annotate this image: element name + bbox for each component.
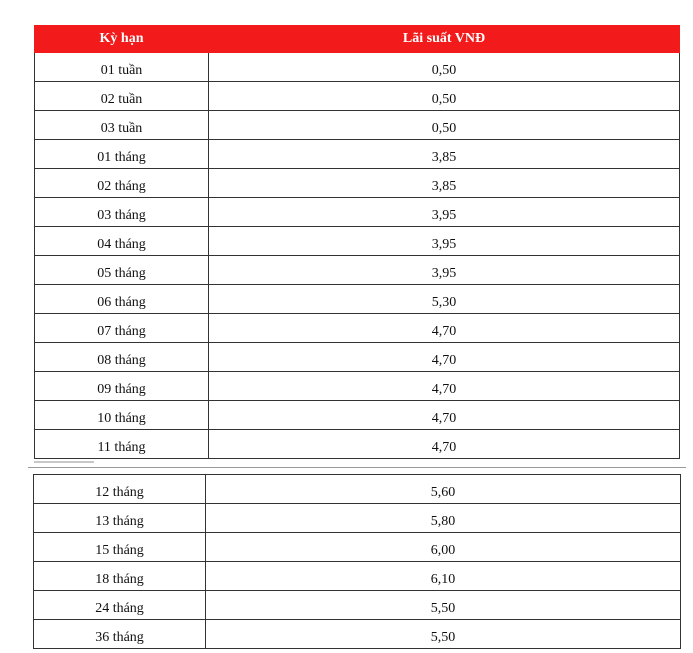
table-row: [35, 401, 680, 430]
rate-cell: 4,70: [209, 343, 680, 372]
term-cell: 01 tháng: [35, 140, 209, 169]
rate-cell: 4,70: [209, 314, 680, 343]
term-cell: 06 tháng: [35, 285, 209, 314]
rate-cell: 5,50: [206, 591, 681, 620]
term-cell: 03 tháng: [35, 198, 209, 227]
table-row: [35, 430, 680, 459]
term-cell: 09 tháng: [35, 372, 209, 401]
rate-cell: 6,10: [206, 562, 681, 591]
rate-cell: 3,85: [209, 169, 680, 198]
term-cell: 01 tuần: [35, 53, 209, 82]
term-cell: 15 tháng: [34, 533, 206, 562]
table-row: [35, 314, 680, 343]
term-cell: 05 tháng: [35, 256, 209, 285]
table-row: [35, 53, 680, 82]
cropped-section-heading: [30, 6, 230, 20]
rate-cell: 6,00: [206, 533, 681, 562]
rate-cell: 5,60: [206, 475, 681, 504]
table-row: [35, 111, 680, 140]
table-row: [34, 475, 681, 504]
table-row: [34, 533, 681, 562]
rate-cell: 5,80: [206, 504, 681, 533]
term-cell: 07 tháng: [35, 314, 209, 343]
rate-cell: 4,70: [209, 372, 680, 401]
table-row: [34, 562, 681, 591]
interest-rate-table-top: [34, 25, 680, 459]
term-cell: 02 tháng: [35, 169, 209, 198]
table-row: [35, 169, 680, 198]
term-cell: 12 tháng: [34, 475, 206, 504]
rate-cell: 5,30: [209, 285, 680, 314]
table-header-row: [35, 26, 680, 53]
rate-cell: 3,95: [209, 198, 680, 227]
term-cell: 36 tháng: [34, 620, 206, 649]
table-row: [34, 620, 681, 649]
rate-cell: 5,50: [206, 620, 681, 649]
table-row: [35, 285, 680, 314]
table-row: [35, 256, 680, 285]
term-cell: 04 tháng: [35, 227, 209, 256]
rate-cell: 3,85: [209, 140, 680, 169]
rate-cell: 4,70: [209, 401, 680, 430]
term-cell: 08 tháng: [35, 343, 209, 372]
term-cell: 18 tháng: [34, 562, 206, 591]
interest-rate-table-bottom: [33, 474, 681, 649]
table-row: [35, 343, 680, 372]
page-break-line: [28, 467, 686, 468]
table-row: [35, 198, 680, 227]
header-term: Kỳ hạn: [35, 26, 209, 53]
term-cell: 03 tuần: [35, 111, 209, 140]
header-rate: Lãi suất VNĐ: [209, 26, 680, 53]
term-cell: 02 tuần: [35, 82, 209, 111]
table-row: [35, 140, 680, 169]
table-row: [34, 591, 681, 620]
rate-cell: 0,50: [209, 82, 680, 111]
rate-cell: 3,95: [209, 256, 680, 285]
rate-cell: 0,50: [209, 111, 680, 140]
term-cell: 13 tháng: [34, 504, 206, 533]
term-cell: 11 tháng: [35, 430, 209, 459]
table-row: [35, 82, 680, 111]
rate-cell: 0,50: [209, 53, 680, 82]
rate-cell: 3,95: [209, 227, 680, 256]
page-break-mark: [34, 461, 94, 463]
table-row: [34, 504, 681, 533]
table-row: [35, 372, 680, 401]
table-row: [35, 227, 680, 256]
term-cell: 24 tháng: [34, 591, 206, 620]
rate-cell: 4,70: [209, 430, 680, 459]
term-cell: 10 tháng: [35, 401, 209, 430]
